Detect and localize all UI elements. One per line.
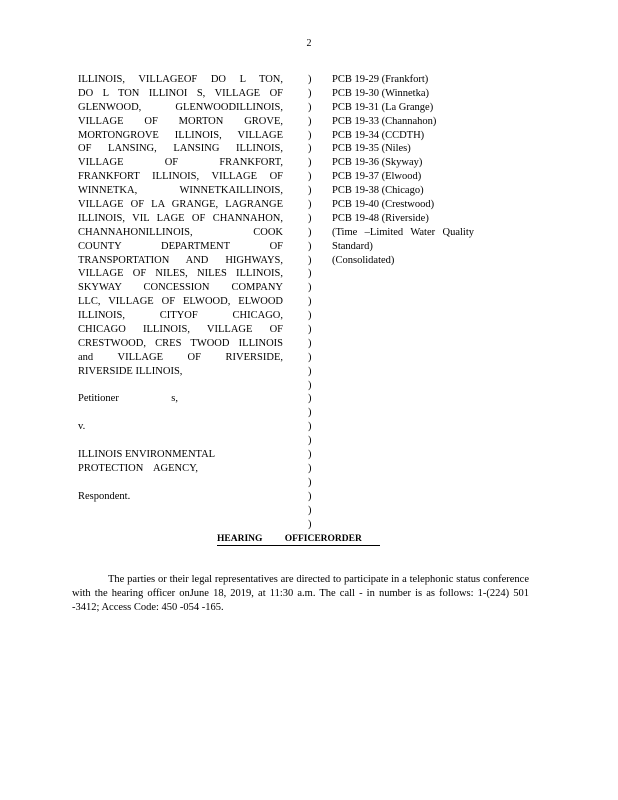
paren: ) (308, 171, 312, 183)
caption-line: VILLAGE OF NILES, NILES ILLINOIS, (78, 268, 283, 280)
paren: ) (308, 254, 312, 266)
paren: ) (308, 504, 312, 516)
case-number: PCB 19-40 (Crestwood) (332, 199, 435, 211)
case-number: PCB 19-48 (Riverside) (332, 212, 429, 224)
paren: ) (308, 337, 312, 349)
paren: ) (308, 296, 312, 308)
caption-parentheses (308, 73, 316, 531)
paren: ) (308, 407, 312, 419)
paren: ) (308, 324, 312, 336)
paren: ) (308, 310, 312, 322)
paren: ) (308, 143, 312, 155)
case-note: (Time –Limited Water Quality (332, 226, 474, 238)
caption-line: DO L TON ILLINOI S, VILLAGE OF (78, 87, 283, 99)
paren: ) (308, 226, 312, 238)
respondent-label: Respondent. (78, 490, 131, 502)
caption-line: VILLAGE OF LA GRANGE, LAGRANGE (78, 199, 283, 211)
paren: ) (308, 421, 312, 433)
caption-line: WINNETKA, WINNETKAILLINOIS, (78, 185, 283, 197)
order-body: The parties or their legal representatives are directed to participate in a telephonic status conference with the hearing officer onJune 18, 2019, at 11:30 a.m. The call - in number is as follows: 1-(224) 501 -3412; Access Code: 450 -054 -165. (72, 574, 529, 613)
caption-line: VILLAGE OF MORTON GROVE, (78, 115, 283, 127)
paren: ) (308, 476, 312, 488)
petitioners-label: Petitioner s, (78, 393, 178, 405)
caption-line: OF LANSING, LANSING ILLINOIS, (78, 143, 283, 155)
paren: ) (308, 157, 312, 169)
paren: ) (308, 365, 312, 377)
paren: ) (308, 74, 312, 85)
paren: ) (308, 185, 312, 197)
paren: ) (308, 268, 312, 280)
case-number: PCB 19-35 (Niles) (332, 143, 411, 155)
caption-line: ILLINOIS, CITYOF CHICAGO, (78, 310, 283, 322)
paren: ) (308, 101, 312, 113)
caption-line: CHANNAHONILLINOIS, COOK (78, 226, 283, 238)
paren: ) (308, 282, 312, 294)
paren: ) (308, 393, 312, 405)
caption-line: ILLINOIS, VILLAGEOF DO L TON, (78, 74, 283, 85)
respondent-name-line: ILLINOIS ENVIRONMENTAL (78, 449, 216, 461)
caption-line: COUNTY DEPARTMENT OF (78, 240, 283, 252)
case-note: (Consolidated) (332, 254, 395, 266)
caption-line: CHICAGO ILLINOIS, VILLAGE OF (78, 324, 283, 336)
paren: ) (308, 435, 312, 447)
caption-line: ILLINOIS, VIL LAGE OF CHANNAHON, (78, 212, 283, 224)
paren: ) (308, 449, 312, 461)
respondent-name-line: PROTECTION AGENCY, (78, 462, 198, 474)
paren: ) (308, 115, 312, 127)
caption-petitioners (78, 73, 283, 504)
paren: ) (308, 240, 312, 252)
case-number-block (332, 73, 474, 267)
case-note: Standard) (332, 240, 373, 252)
caption-line: FRANKFORT ILLINOIS, VILLAGE OF (78, 171, 283, 183)
case-number: PCB 19-36 (Skyway) (332, 157, 423, 169)
caption-line: VILLAGE OF FRANKFORT, (78, 157, 283, 169)
caption-line: MORTONGROVE ILLINOIS, VILLAGE (78, 129, 283, 141)
caption-line: SKYWAY CONCESSION COMPANY (78, 282, 283, 294)
case-number: PCB 19-31 (La Grange) (332, 101, 434, 113)
caption-line: TRANSPORTATION AND HIGHWAYS, (78, 254, 283, 266)
versus-label: v. (78, 421, 86, 433)
paren: ) (308, 490, 312, 502)
paren: ) (308, 518, 312, 530)
caption-line: RIVERSIDE ILLINOIS, (78, 365, 183, 377)
case-number: PCB 19-30 (Winnetka) (332, 87, 429, 99)
case-number: PCB 19-34 (CCDTH) (332, 129, 425, 141)
caption-line: CRESTWOOD, CRES TWOOD ILLINOIS (78, 337, 283, 349)
paren: ) (308, 351, 312, 363)
caption-line: LLC, VILLAGE OF ELWOOD, ELWOOD (78, 296, 283, 308)
paren: ) (308, 379, 312, 391)
paren: ) (308, 87, 312, 99)
paren: ) (308, 199, 312, 211)
paren: ) (308, 462, 312, 474)
paren: ) (308, 212, 312, 224)
case-number: PCB 19-37 (Elwood) (332, 171, 422, 183)
order-title: HEARING OFFICERORDER (217, 534, 380, 546)
case-number: PCB 19-29 (Frankfort) (332, 74, 429, 85)
case-number: PCB 19-33 (Channahon) (332, 115, 437, 127)
caption-line: and VILLAGE OF RIVERSIDE, (78, 351, 283, 363)
case-number: PCB 19-38 (Chicago) (332, 185, 424, 197)
paren: ) (308, 129, 312, 141)
caption-line: GLENWOOD, GLENWOODILLINOIS, (78, 101, 283, 113)
page-number: 2 (306, 38, 312, 49)
